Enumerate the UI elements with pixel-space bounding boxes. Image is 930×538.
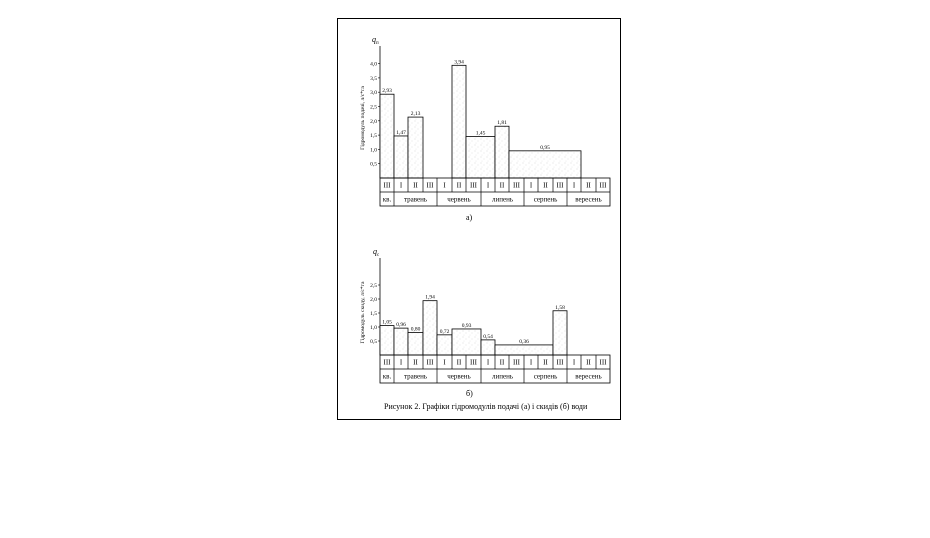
bar (495, 126, 509, 178)
month-label: серпень (533, 195, 558, 204)
decade-label: III (383, 358, 391, 367)
y-tick-label: 2,5 (370, 104, 377, 111)
decade-label: III (599, 181, 607, 190)
y-axis-symbol: q (372, 35, 376, 44)
bar-value-label: 1,05 (382, 319, 392, 326)
decade-label: II (586, 181, 591, 190)
month-label: червень (447, 195, 471, 204)
bar-value-label: 3,94 (454, 59, 464, 66)
bar (408, 117, 423, 178)
decade-label: III (426, 181, 434, 190)
decade-label: II (543, 358, 548, 367)
decade-label: III (556, 181, 564, 190)
decade-label: III (556, 358, 564, 367)
y-axis-label: Гідромодуль подачі, л/с*га (360, 86, 366, 150)
y-axis-symbol-subscript: с (377, 253, 380, 258)
bar (452, 65, 466, 178)
bar (394, 136, 408, 178)
panel-label-b: б) (466, 389, 473, 398)
decade-label: I (529, 181, 533, 190)
month-label: вересень (575, 372, 602, 381)
month-label: серпень (533, 372, 558, 381)
chart-panel-discharge (360, 247, 610, 383)
bar (423, 301, 437, 355)
bar-value-label: 0,36 (519, 338, 529, 345)
decade-label: I (486, 358, 490, 367)
y-axis-symbol: q (373, 247, 377, 256)
decade-label: I (443, 358, 446, 367)
panel-label-a: а) (466, 213, 473, 222)
decade-label: III (513, 358, 520, 367)
bar (408, 333, 423, 355)
y-axis-symbol-subscript: п (376, 41, 379, 46)
month-label: липень (491, 372, 514, 381)
decade-label: III (470, 358, 477, 367)
y-tick-label: 3,5 (370, 75, 377, 82)
decade-label: II (456, 181, 462, 190)
decade-label: III (599, 358, 607, 367)
month-label: червень (447, 372, 471, 381)
chart-panel-supply (360, 35, 610, 206)
month-label: травень (403, 372, 428, 381)
y-tick-label: 1,5 (370, 133, 377, 140)
month-label: кв. (382, 195, 392, 204)
month-label: кв. (382, 372, 392, 381)
y-tick-label: 2,5 (370, 283, 377, 289)
decade-label: I (572, 181, 576, 190)
decade-label: II (456, 358, 462, 367)
y-tick-label: 1,0 (370, 325, 377, 331)
bar (481, 340, 495, 355)
bar (466, 137, 495, 178)
bar (380, 94, 394, 178)
bar-value-label: 0,96 (396, 322, 406, 329)
bar-value-label: 1,47 (396, 129, 406, 136)
bar (495, 345, 553, 355)
bar (380, 326, 394, 355)
bar (509, 151, 581, 178)
decade-label: III (426, 358, 434, 367)
y-tick-label: 0,5 (370, 161, 377, 168)
y-tick-label: 1,5 (370, 311, 377, 317)
bar-value-label: 0,72 (439, 328, 450, 335)
decade-label: II (499, 181, 505, 190)
bar (437, 335, 452, 355)
y-axis-label: Гідромодуль скиду, л/с*га (360, 281, 366, 344)
bar-value-label: 0,80 (410, 326, 421, 333)
decade-label: II (499, 358, 505, 367)
bar (452, 329, 481, 355)
decade-label: III (513, 181, 520, 190)
y-tick-label: 4,0 (370, 61, 377, 68)
decade-label: I (572, 358, 576, 367)
decade-label: I (443, 181, 446, 190)
bar-value-label: 0,95 (540, 144, 550, 151)
decade-label: II (543, 181, 548, 190)
y-tick-label: 3,0 (370, 90, 377, 97)
month-label: липень (491, 195, 514, 204)
bar-value-label: 1,94 (425, 294, 435, 301)
bar-value-label: 1,81 (497, 120, 507, 127)
decade-label: II (413, 358, 418, 367)
decade-label: I (486, 181, 490, 190)
decade-label: III (470, 181, 477, 190)
bar-value-label: 2,13 (410, 111, 421, 118)
y-tick-label: 1,0 (370, 147, 377, 154)
bar-value-label: 2,93 (382, 88, 392, 95)
decade-label: I (529, 358, 533, 367)
decade-label: III (383, 181, 391, 190)
month-label: вересень (575, 195, 602, 204)
figure-caption: Рисунок 2. Графіки гідромодулів подачі (а) і скидів (б) води (384, 402, 588, 411)
bar (553, 311, 567, 355)
bar-value-label: 0,54 (483, 333, 493, 340)
bar-value-label: 1,45 (475, 130, 486, 137)
decade-label: II (413, 181, 418, 190)
decade-label: I (399, 358, 403, 367)
y-tick-label: 2,0 (370, 297, 377, 303)
y-tick-label: 0,5 (370, 339, 377, 345)
bar (394, 328, 408, 355)
decade-label: II (586, 358, 591, 367)
decade-label: I (399, 181, 403, 190)
y-tick-label: 2,0 (370, 118, 377, 125)
month-label: травень (403, 195, 428, 204)
bar-value-label: 1,58 (555, 304, 565, 311)
bar-value-label: 0,93 (461, 322, 472, 329)
